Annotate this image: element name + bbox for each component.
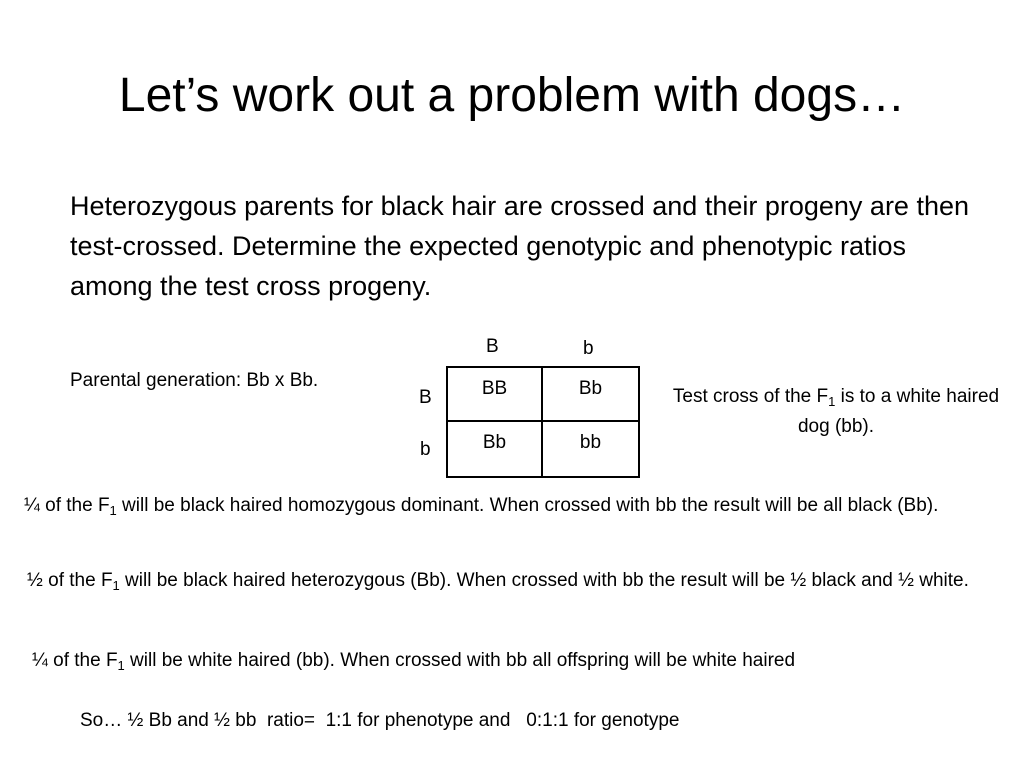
punnett-row-header-1: B — [419, 387, 432, 408]
conclusion: So… ½ Bb and ½ bb ratio= 1:1 for phenotype and 0:1:1 for genotype — [80, 710, 680, 731]
problem-statement: Heterozygous parents for black hair are crossed and their progeny are then test-crossed. Determine the expected genotypic and phenotypic ratios among the test cross progeny. — [70, 191, 970, 301]
parental-generation: Parental generation: Bb x Bb. — [70, 370, 319, 391]
statement-white: ¼ of the $F_1$ will be white haired (bb). When crossed with bb all offspring will be white haired — [32, 650, 796, 673]
test-cross-note: Test cross of the $F_1$ is to a white haired dog (bb). — [672, 386, 1000, 437]
punnett-cell: Bb — [543, 368, 638, 422]
slide-title: Let’s work out a problem with dogs… — [118, 69, 906, 122]
punnett-col-header-1: B — [486, 336, 499, 357]
punnett-cell: Bb — [448, 422, 543, 476]
punnett-cell: BB — [448, 368, 543, 422]
statement-heterozygous: ½ of the $F_1$ will be black haired heterozygous (Bb). When crossed with bb the result will be ½ black and ½ white. — [27, 570, 969, 593]
punnett-square — [446, 366, 640, 478]
punnett-row-header-2: b — [420, 439, 431, 460]
punnett-col-header-2: b — [583, 338, 594, 359]
punnett-cell: bb — [579, 432, 602, 453]
statement-homozygous: ¼ of the $F_1$ will be black haired homozygous dominant. When crossed with bb the result will be all black (Bb). — [24, 495, 939, 518]
